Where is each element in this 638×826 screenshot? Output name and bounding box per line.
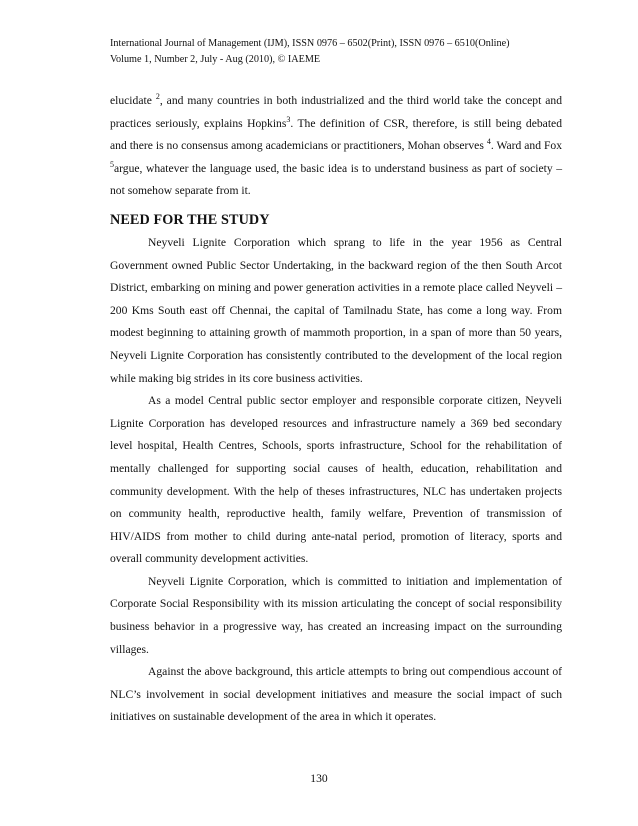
running-header <box>110 36 562 68</box>
footnote-ref-5: 5 <box>110 159 114 169</box>
body-paragraph-4: Against the above background, this article attempts to bring out compendious account of NLC’s involvement in social development initiatives and measure the social impact of such initiatives on sustainable development of the area in which it operates. <box>110 665 562 724</box>
body-paragraph-2: As a model Central public sector employer and responsible corporate citizen, Neyveli Lignite Corporation has developed resources and infrastructure namely a 369 bed secondary level hospital, Health Centres, Schools, sports infrastructure, School for the rehabilitation of mentally challenged for supporting social causes of health, education, rehabilitation and community development. With the help of theses infrastructures, NLC has undertaken projects on community health, reproductive health, family welfare, Prevention of transmission of HIV/AIDS from mother to child during ante-natal period, promotion of literacy, sports and overall community development activities. <box>110 394 562 566</box>
intro-text-part-2: , and many countries in both industrialized and the third world take the concept and practices seriously, explains Hopkins <box>110 94 562 130</box>
intro-paragraph <box>110 90 562 203</box>
intro-text-part-1: elucidate <box>110 94 156 107</box>
intro-text-part-3: . The definition of CSR, therefore, is still being debated and there is no consensus among academicians or practitioners, Mohan observes <box>110 116 562 153</box>
section-heading: NEED FOR THE STUDY <box>110 211 270 228</box>
footnote-ref-3: 3 <box>286 114 291 124</box>
page-number: 130 <box>310 772 328 785</box>
footnote-ref-2: 2 <box>155 92 160 102</box>
journal-volume-line: Volume 1, Number 2, July - Aug (2010), © IAEME <box>110 54 321 65</box>
body-paragraph-3: Neyveli Lignite Corporation, which is committed to initiation and implementation of Corporate Social Responsibility with its mission articulating the concept of social responsibility business behavior in a progressive way, has created an increasing impact on the surrounding villages. <box>110 574 562 656</box>
intro-text-part-4: . Ward and Fox <box>490 139 563 153</box>
intro-text-part-5: argue, whatever the language used, the basic idea is to understand business as part of society – not somehow separate from it. <box>110 161 562 198</box>
journal-citation-line: International Journal of Management (IJM), ISSN 0976 – 6502(Print), ISSN 0976 – 6510(Online) <box>110 38 510 49</box>
body-paragraph-1: Neyveli Lignite Corporation which sprang to life in the year 1956 as Central Government owned Public Sector Undertaking, in the backward region of the then South Arcot District, embarking on mining and power generation activities in a remote place called Neyveli – 200 Kms South east off Chennai, the capital of Tamilnadu State, has come a long way. From modest beginning to attaining growth of mammoth proportion, in a span of more than 50 years, Neyveli Lignite Corporation has consistently contributed to the development of the local region while making big strides in its core business activities. <box>110 235 562 385</box>
journal-page <box>110 36 562 729</box>
footnote-ref-4: 4 <box>486 137 491 147</box>
